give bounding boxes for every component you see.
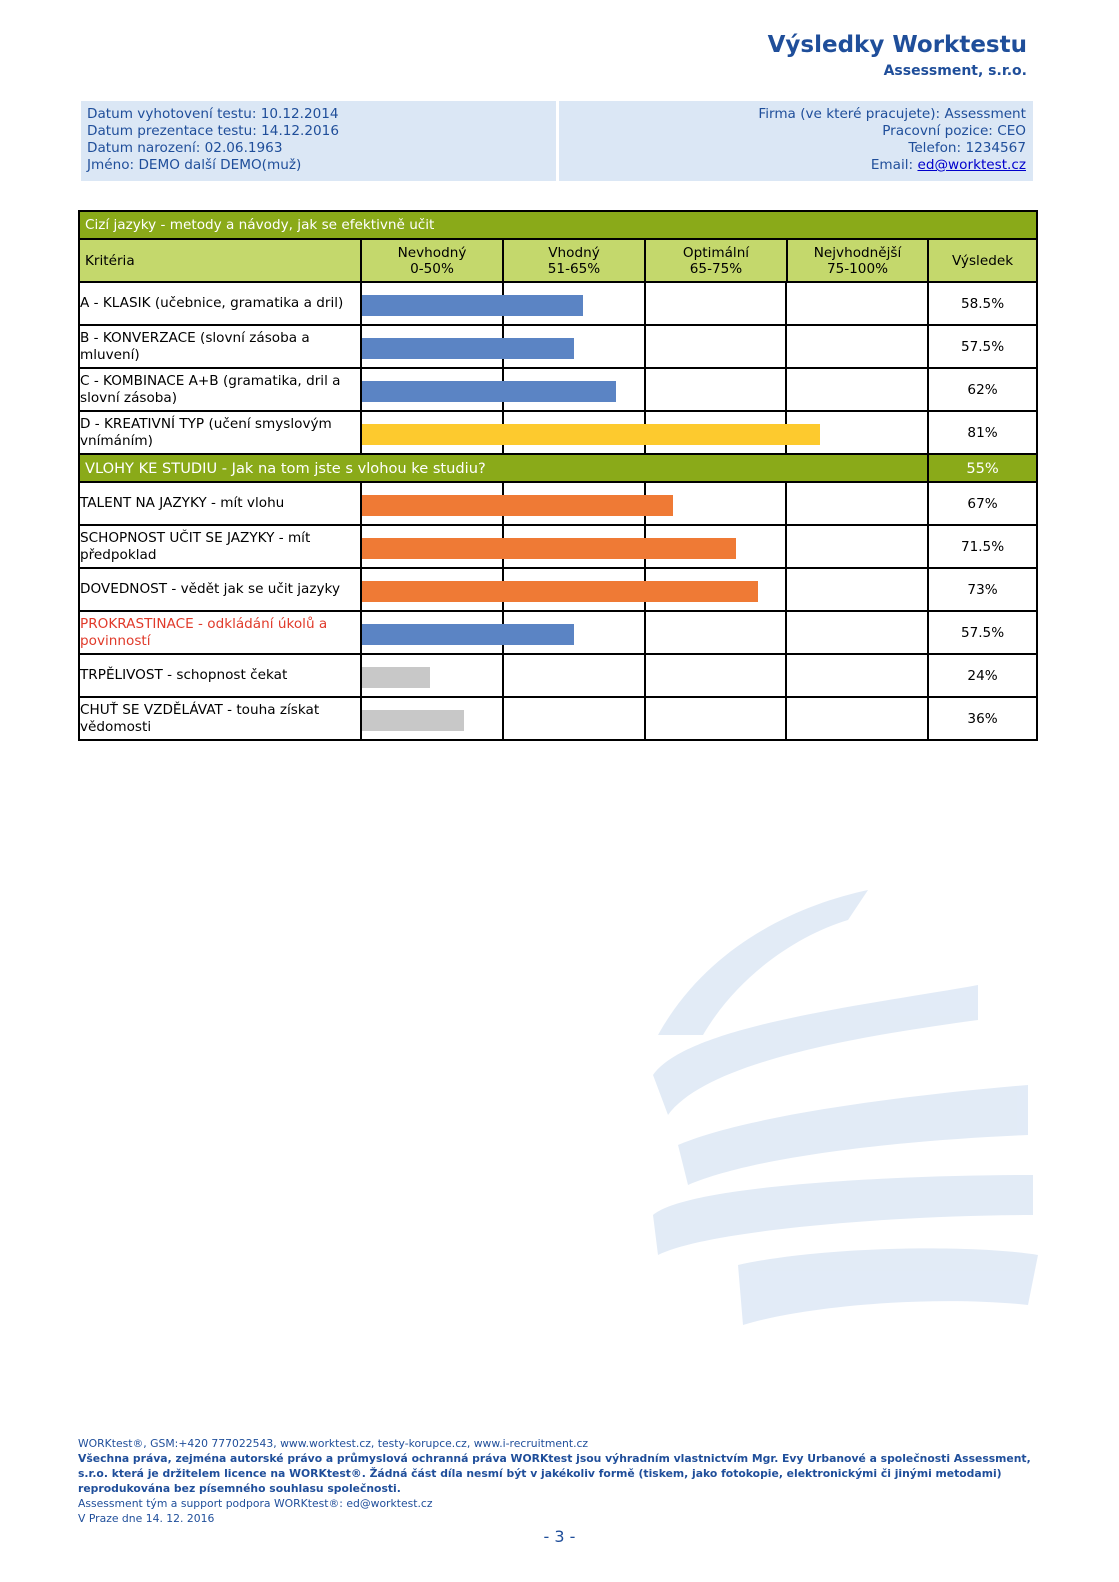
- column-header-row: [79, 239, 1037, 282]
- result-value: 62%: [928, 368, 1037, 411]
- footer-support: Assessment tým a support podpora WORKtest®: ed@worktest.cz: [78, 1497, 433, 1510]
- company-info: [559, 101, 1033, 181]
- criterion-label: C - KOMBINACE A+B (gramatika, dril a slovní zásoba): [79, 368, 361, 411]
- birth-date: Datum narození: 02.06.1963: [87, 140, 283, 156]
- bar-cell: [361, 368, 928, 411]
- results-table: [78, 210, 1038, 741]
- table-row: [79, 654, 1037, 697]
- phone-field: Telefon: 1234567: [908, 140, 1026, 156]
- result-value: 73%: [928, 568, 1037, 611]
- score-bar: [362, 495, 673, 516]
- footer-contacts: WORKtest®, GSM:+420 777022543, www.worktest.cz, testy-korupce.cz, www.i-recruitment.cz: [78, 1437, 589, 1450]
- criterion-label: TRPĚLIVOST - schopnost čekat: [79, 654, 361, 697]
- table-row: [79, 325, 1037, 368]
- bar-cell: [361, 654, 928, 697]
- bar-cell: [361, 325, 928, 368]
- score-bar: [362, 338, 574, 359]
- score-bar: [362, 667, 430, 688]
- criterion-label: A - KLASIK (učebnice, gramatika a dril): [79, 282, 361, 325]
- score-bar: [362, 538, 736, 559]
- result-value: 57.5%: [928, 325, 1037, 368]
- table-row: [79, 368, 1037, 411]
- table-row: [79, 282, 1037, 325]
- section-result: 55%: [928, 454, 1037, 482]
- criterion-label: B - KONVERZACE (slovní zásoba a mluvení): [79, 325, 361, 368]
- table-row: [79, 525, 1037, 568]
- criteria-header: Kritéria: [79, 239, 361, 282]
- result-value: 57.5%: [928, 611, 1037, 654]
- test-date: Datum vyhotovení testu: 10.12.2014: [87, 106, 339, 122]
- footer-place-date: V Praze dne 14. 12. 2016: [78, 1512, 215, 1525]
- page-number: - 3 -: [543, 1527, 576, 1546]
- result-value: 67%: [928, 482, 1037, 525]
- table-row: [79, 568, 1037, 611]
- score-bar: [362, 581, 758, 602]
- result-value: 81%: [928, 411, 1037, 454]
- band-header-unsuitable: Nevhodný 0-50%: [361, 239, 503, 282]
- criterion-label: TALENT NA JAZYKY - mít vlohu: [79, 482, 361, 525]
- report-title: Výsledky Worktestu: [767, 32, 1027, 58]
- company-name: Assessment, s.r.o.: [883, 63, 1027, 79]
- section-title: VLOHY KE STUDIU - Jak na tom jste s vlohou ke studiu?: [79, 454, 928, 482]
- table-row: [79, 482, 1037, 525]
- footer-copyright: Všechna práva, zejména autorské právo a průmyslová ochranná práva WORKtest jsou výhradním vlastnictvím Mgr. Evy Urbanové a společnosti Assessment, s.r.o. která je držitelem licence na WORKtest®. Žádná část díla nesmí být v jakékoliv formě (tiskem, jako fotokopie, elektronickými či jinými metodami) reprodukována bez písemného souhlasu společnosti.: [78, 1452, 1031, 1495]
- bar-cell: [361, 611, 928, 654]
- footer: [78, 1436, 1038, 1526]
- criterion-label: SCHOPNOST UČIT SE JAZYKY - mít předpoklad: [79, 525, 361, 568]
- section-header-languages: [79, 211, 1037, 239]
- score-bar: [362, 381, 616, 402]
- result-value: 24%: [928, 654, 1037, 697]
- presentation-date: Datum prezentace testu: 14.12.2016: [87, 123, 339, 139]
- score-bar: [362, 624, 574, 645]
- worktest-watermark-logo: [648, 885, 1038, 1365]
- bar-cell: [361, 411, 928, 454]
- result-value: 71.5%: [928, 525, 1037, 568]
- candidate-name: Jméno: DEMO další DEMO(muž): [87, 157, 302, 173]
- result-value: 36%: [928, 697, 1037, 740]
- bar-cell: [361, 282, 928, 325]
- section-header-aptitude: [79, 454, 1037, 482]
- table-row: [79, 411, 1037, 454]
- score-bar: [362, 424, 820, 445]
- score-bar: [362, 295, 583, 316]
- section-title: Cizí jazyky - metody a návody, jak se efektivně učit: [79, 211, 1037, 239]
- score-bar: [362, 710, 464, 731]
- band-header-optimal: Optimální 65-75%: [645, 239, 787, 282]
- email-field: [565, 157, 1026, 174]
- bar-cell: [361, 568, 928, 611]
- company-field: Firma (ve které pracujete): Assessment: [758, 106, 1026, 122]
- position-field: Pracovní pozice: CEO: [882, 123, 1026, 139]
- result-value: 58.5%: [928, 282, 1037, 325]
- candidate-info: [81, 101, 556, 181]
- bar-cell: [361, 697, 928, 740]
- criterion-label: CHUŤ SE VZDĚLÁVAT - touha získat vědomosti: [79, 697, 361, 740]
- criterion-label: PROKRASTINACE - odkládání úkolů a povinností: [79, 611, 361, 654]
- criterion-label: D - KREATIVNÍ TYP (učení smyslovým vnímáním): [79, 411, 361, 454]
- table-row: [79, 611, 1037, 654]
- bar-cell: [361, 482, 928, 525]
- criterion-label: DOVEDNOST - vědět jak se učit jazyky: [79, 568, 361, 611]
- bar-cell: [361, 525, 928, 568]
- table-row: [79, 697, 1037, 740]
- email-label: Email:: [870, 157, 918, 173]
- band-header-suitable: Vhodný 51-65%: [503, 239, 645, 282]
- result-header: Výsledek: [928, 239, 1037, 282]
- email-link[interactable]: ed@worktest.cz: [917, 157, 1026, 173]
- band-header-best: Nejvhodnější 75-100%: [787, 239, 928, 282]
